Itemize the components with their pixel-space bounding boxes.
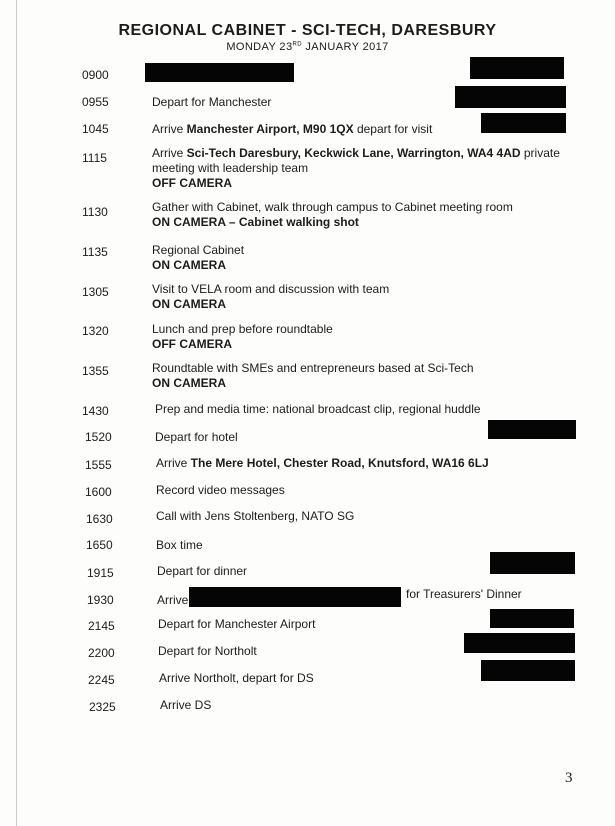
redaction-block xyxy=(145,63,294,82)
row-text-suffix: for Treasurers' Dinner xyxy=(406,587,522,601)
row-text: Depart for Manchester xyxy=(152,95,272,109)
row-text: Arrive xyxy=(157,593,189,607)
row-time: 1355 xyxy=(82,364,109,378)
row-text: Arrive Northolt, depart for DS xyxy=(159,671,314,685)
redaction-block xyxy=(464,633,575,653)
row-time: 1320 xyxy=(82,324,109,338)
row-text: Depart for hotel xyxy=(155,430,238,444)
row-text: Call with Jens Stoltenberg, NATO SG xyxy=(156,509,355,523)
page-number: 3 xyxy=(565,770,573,786)
row-text: Gather with Cabinet, walk through campus to Cabinet meeting room ON CAMERA – Cabinet walking shot xyxy=(152,200,513,229)
redaction-block xyxy=(481,660,575,681)
row-text: Arrive Sci-Tech Daresbury, Keckwick Lane, Warrington, WA4 4AD private meeting with leadership team OFF CAMERA xyxy=(152,146,560,190)
row-text: Arrive DS xyxy=(160,698,212,712)
row-text: Roundtable with SMEs and entrepreneurs based at Sci-Tech ON CAMERA xyxy=(152,361,474,390)
row-text: Prep and media time: national broadcast clip, regional huddle xyxy=(155,402,481,416)
row-time: 1915 xyxy=(87,566,114,580)
row-time: 2145 xyxy=(88,619,115,633)
row-text: Visit to VELA room and discussion with team ON CAMERA xyxy=(152,282,390,311)
redaction-block xyxy=(189,587,401,607)
row-time: 2325 xyxy=(89,700,116,714)
row-text: Lunch and prep before roundtable OFF CAMERA xyxy=(152,322,333,351)
row-time: 1430 xyxy=(82,404,109,418)
row-time: 2245 xyxy=(88,673,115,687)
row-text: Regional Cabinet ON CAMERA xyxy=(152,243,245,272)
row-time: 1930 xyxy=(87,593,114,607)
redaction-block xyxy=(490,552,575,574)
row-time: 1600 xyxy=(85,485,112,499)
row-time: 0900 xyxy=(82,68,109,82)
redaction-block xyxy=(490,609,574,628)
row-time: 1130 xyxy=(82,205,108,219)
row-text: Box time xyxy=(156,538,203,552)
row-time: 2200 xyxy=(88,646,115,660)
row-text: Arrive The Mere Hotel, Chester Road, Knutsford, WA16 6LJ xyxy=(156,456,489,470)
row-text: Depart for Manchester Airport xyxy=(158,617,316,631)
row-time: 1115 xyxy=(82,151,107,165)
row-text: Depart for Northolt xyxy=(158,644,257,658)
redaction-block xyxy=(470,57,564,79)
row-text: Record video messages xyxy=(156,483,285,497)
document-date: MONDAY 23RD JANUARY 2017 xyxy=(226,41,389,53)
row-time: 1135 xyxy=(82,245,108,259)
page-fold-line xyxy=(16,0,17,826)
row-text: Depart for dinner xyxy=(157,564,248,578)
row-text: Arrive Manchester Airport, M90 1QX depart for visit xyxy=(152,122,433,136)
redaction-block xyxy=(481,113,566,133)
row-time: 1555 xyxy=(85,458,112,472)
redaction-block xyxy=(455,86,566,108)
row-time: 1650 xyxy=(86,538,113,552)
row-time: 1630 xyxy=(86,512,113,526)
row-time: 0955 xyxy=(82,95,109,109)
row-time: 1520 xyxy=(85,430,112,444)
row-time: 1045 xyxy=(82,122,109,136)
redaction-block xyxy=(488,420,576,439)
document-title: REGIONAL CABINET - SCI-TECH, DARESBURY xyxy=(118,22,497,39)
row-time: 1305 xyxy=(82,285,109,299)
